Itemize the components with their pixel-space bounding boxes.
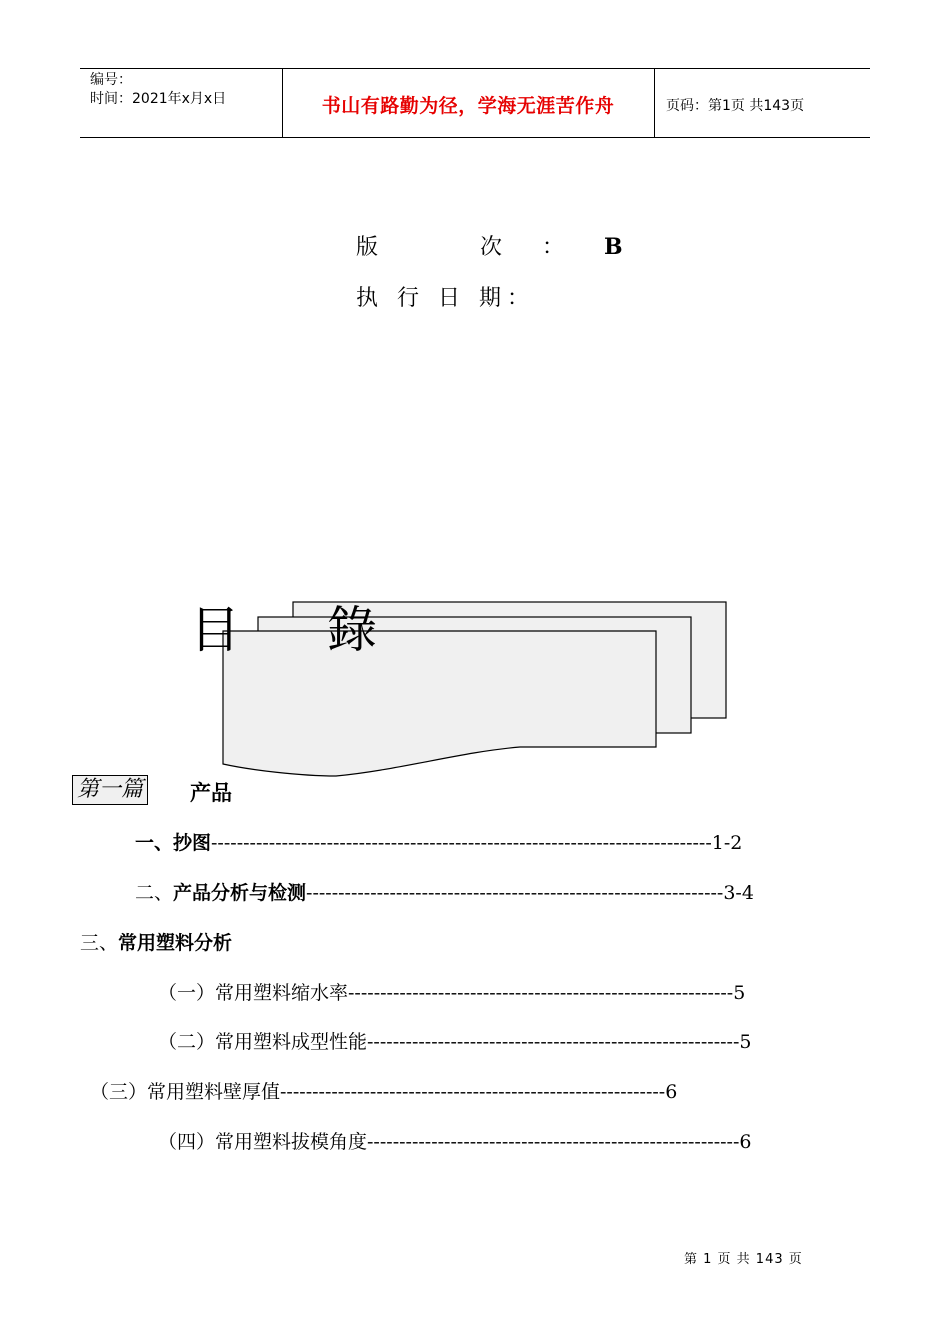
toc-entry[interactable] [135,878,754,905]
toc-entry-label: （三）常用塑料壁厚值 [90,1081,281,1103]
toc-entry-leader: ---------------------------------------------------------- [367,1131,740,1153]
toc-entry-page: 3-4 [723,882,754,904]
header-slogan: 书山有路勤为径，学海无涯苦作舟 [321,95,615,117]
page-footer: 第 1 页 共 143 页 [684,1252,803,1267]
section-tag: 第一篇 [72,775,148,805]
toc-entry-leader: ------------------------------------------------------------------------------ [211,832,712,854]
section-heading [72,775,232,805]
header-page-info: 页码：第1页 共143页 [666,98,805,114]
toc-entry-leader: ---------------------------------------------------------- [367,1031,740,1053]
toc-entry[interactable] [158,1027,751,1054]
date-label: 时间：2021年x月x日 [90,91,227,107]
toc-entry-label: （四）常用塑料拔模角度 [158,1131,368,1153]
toc-entry-page: 5 [739,1031,752,1053]
toc-entry-label-bold: 常用塑料分析 [118,932,233,954]
exec-date-label: 执 行 日 期： [356,286,535,311]
version-value: B [604,234,623,260]
toc-entry-page: 5 [733,982,746,1004]
toc-entry-label: （一）常用塑料缩水率 [158,982,349,1004]
toc-entry-page: 1-2 [711,832,743,854]
toc-entry-leader: ------------------------------------------------------------ [348,982,734,1004]
toc-entry[interactable] [158,1127,751,1154]
toc-entry[interactable] [90,1077,677,1104]
number-label: 编号： [90,72,132,88]
toc-entry-label: 二、 [135,882,174,904]
toc-entry-label-bold: 产品分析与检测 [173,882,307,904]
toc-title-char1: 目 [190,601,240,659]
toc-entry[interactable] [80,928,232,955]
front-page [223,631,656,776]
toc-title-char2: 錄 [327,601,377,659]
toc-entry-label: 三、 [80,932,119,954]
toc-entry-label: 一、抄图 [135,832,212,854]
version-label: 版 次： [356,235,605,260]
toc-entry-page: 6 [665,1081,678,1103]
toc-entry-page: 6 [739,1131,752,1153]
toc-entry-leader: ----------------------------------------------------------------- [306,882,724,904]
toc-entry[interactable] [135,828,742,855]
toc-entry-leader: ------------------------------------------------------------ [280,1081,666,1103]
toc-entry-label: （二）常用塑料成型性能 [158,1031,368,1053]
toc-entry[interactable] [158,978,745,1005]
section-title: 产品 [190,781,232,805]
